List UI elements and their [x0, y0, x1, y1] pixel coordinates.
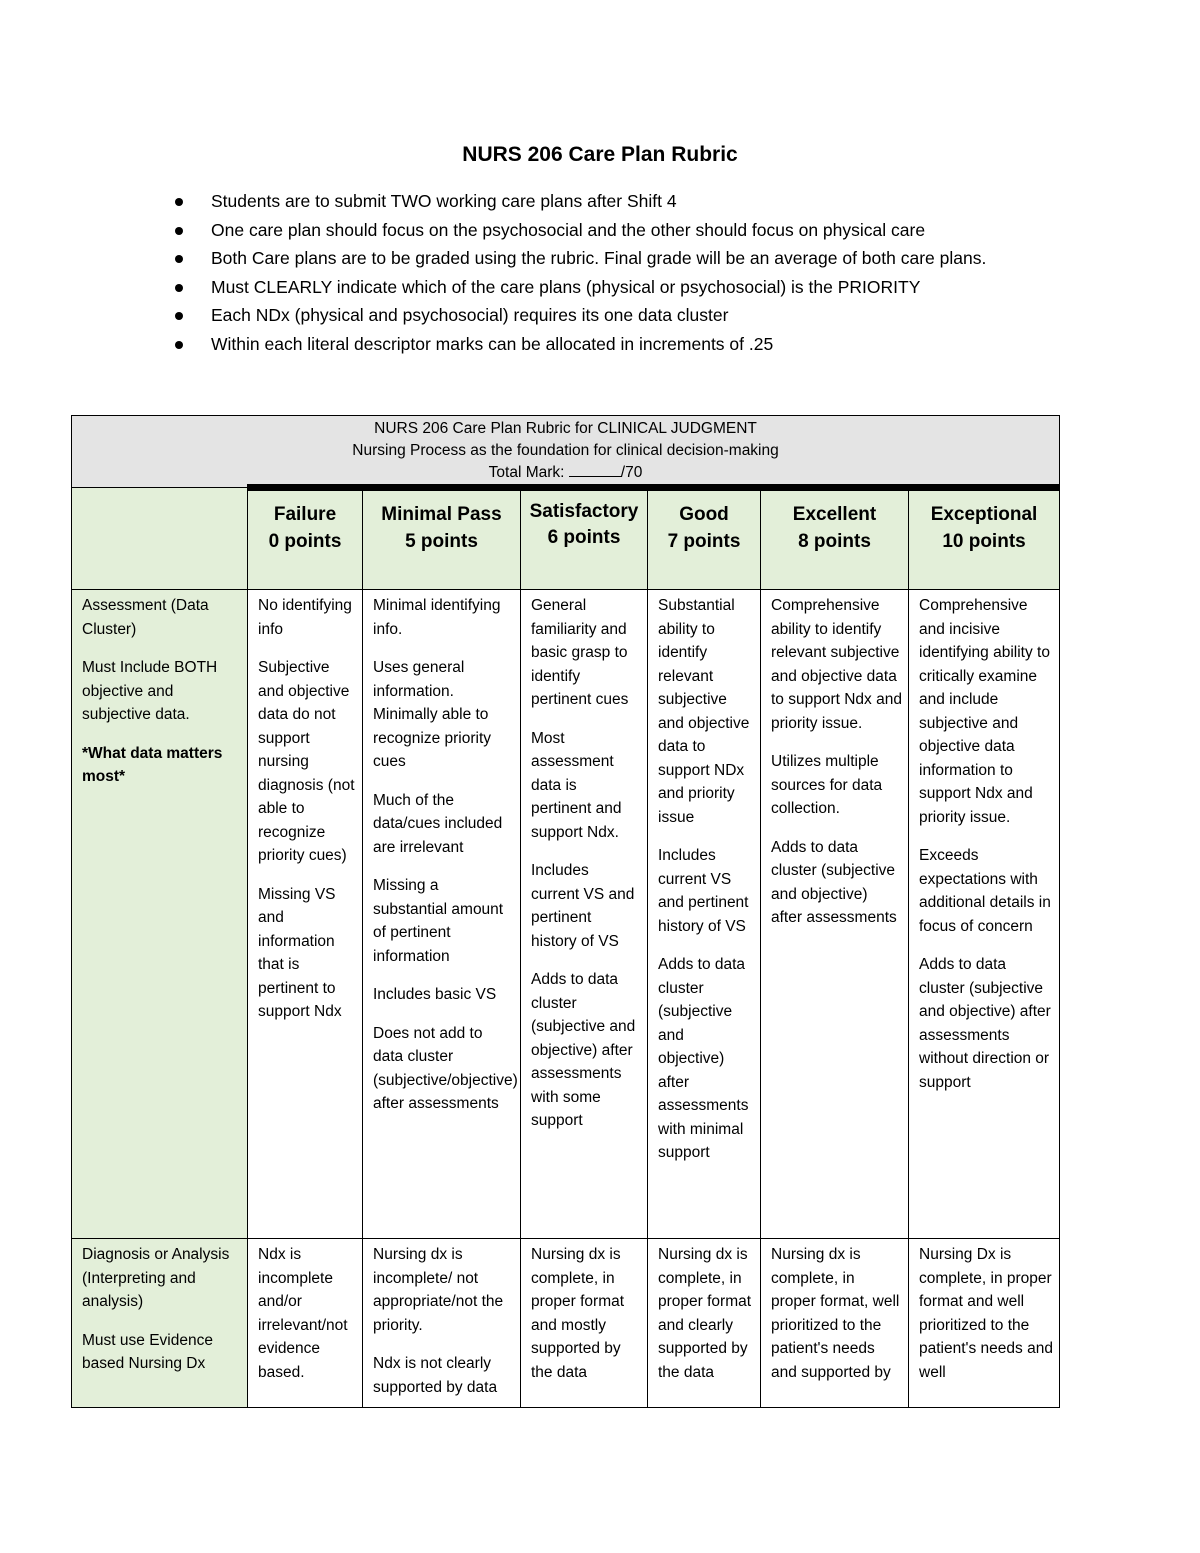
rubric-table: [71, 415, 1060, 1408]
descriptor-cell: Ndx is incomplete and/or irrelevant/not evidence based.: [248, 1239, 363, 1408]
list-item: One care plan should focus on the psychosocial and the other should focus on physical care: [170, 216, 1050, 245]
list-item: Both Care plans are to be graded using the rubric. Final grade will be an average of both care plans.: [170, 244, 1050, 273]
rubric-subtitle: Nursing Process as the foundation for clinical decision-making: [352, 442, 779, 459]
bullet-icon: [175, 198, 183, 206]
rubric-header-row: [72, 416, 1060, 488]
descriptor-cell: General familiarity and basic grasp to identify pertinent cues Most assessment data is pertinent and support Ndx. Includes current VS and pertinent history of VS Adds to data cluster (subjective and objective) after assessments with some support: [521, 590, 648, 1239]
descriptor-cell: Nursing dx is incomplete/ not appropriate/not the priority. Ndx is not clearly supported by data: [363, 1239, 521, 1408]
criterion-cell: Assessment (Data Cluster) Must Include BOTH objective and subjective data. *What data matters most*: [72, 590, 248, 1239]
bullet-icon: [175, 284, 183, 292]
rubric-title: NURS 206 Care Plan Rubric for CLINICAL JUDGMENT: [374, 420, 757, 437]
rubric-header: [72, 416, 1060, 488]
descriptor-cell: Substantial ability to identify relevant subjective and objective data to support NDx and priority issue Includes current VS and pertinent history of VS Adds to data cluster (subjective and objective) after assessments with minimal support: [648, 590, 761, 1239]
descriptor-cell: No identifying info Subjective and objective data do not support nursing diagnosis (not able to recognize priority cues) Missing VS and information that is pertinent to support Ndx: [248, 590, 363, 1239]
bullet-icon: [175, 255, 183, 263]
document-title: NURS 206 Care Plan Rubric: [462, 143, 738, 166]
corner-cell: [72, 488, 248, 590]
descriptor-cell: Nursing dx is complete, in proper format and mostly supported by the data: [521, 1239, 648, 1408]
criterion-cell: Diagnosis or Analysis (Interpreting and analysis) Must use Evidence based Nursing Dx: [72, 1239, 248, 1408]
bullet-icon: [175, 341, 183, 349]
level-header: Satisfactory 6 points: [521, 488, 648, 590]
bullet-icon: [175, 312, 183, 320]
level-header: Excellent 8 points: [761, 488, 909, 590]
list-item: Must CLEARLY indicate which of the care plans (physical or psychosocial) is the PRIORITY: [170, 273, 1050, 302]
table-row: [72, 590, 1060, 1239]
descriptor-cell: Comprehensive and incisive identifying ability to critically examine and include subjective and objective data information to support Ndx and priority issue. Exceeds expectations with additional details in focus of concern Adds to data cluster (subjective and objective) after assessments without direction or support: [909, 590, 1060, 1239]
descriptor-cell: Nursing Dx is complete, in proper format and well prioritized to the patient's needs and well: [909, 1239, 1060, 1408]
list-item: Within each literal descriptor marks can be allocated in increments of .25: [170, 330, 1050, 359]
levels-row: [72, 488, 1060, 590]
descriptor-cell: Minimal identifying info. Uses general information. Minimally able to recognize priority cues Much of the data/cues included are irrelevant Missing a substantial amount of pertinent information Includes basic VS Does not add to data cluster (subjective/objective) after assessments: [363, 590, 521, 1239]
bullet-icon: [175, 227, 183, 235]
descriptor-cell: Comprehensive ability to identify relevant subjective and objective data to support Ndx and priority issue. Utilizes multiple sources for data collection. Adds to data cluster (subjective and objective) after assessments: [761, 590, 909, 1239]
level-header: Good 7 points: [648, 488, 761, 590]
instruction-list: [170, 187, 1050, 358]
level-header: Exceptional 10 points: [909, 488, 1060, 590]
descriptor-cell: Nursing dx is complete, in proper format, well prioritized to the patient's needs and supported by: [761, 1239, 909, 1408]
table-row: [72, 1239, 1060, 1408]
total-mark-blank: [569, 462, 621, 477]
descriptor-cell: Nursing dx is complete, in proper format and clearly supported by the data: [648, 1239, 761, 1408]
list-item: Each NDx (physical and psychosocial) requires its one data cluster: [170, 301, 1050, 330]
level-header: Failure 0 points: [248, 488, 363, 590]
level-header: Minimal Pass 5 points: [363, 488, 521, 590]
total-mark: Total Mark: /70: [488, 464, 643, 481]
list-item: Students are to submit TWO working care plans after Shift 4: [170, 187, 1050, 216]
